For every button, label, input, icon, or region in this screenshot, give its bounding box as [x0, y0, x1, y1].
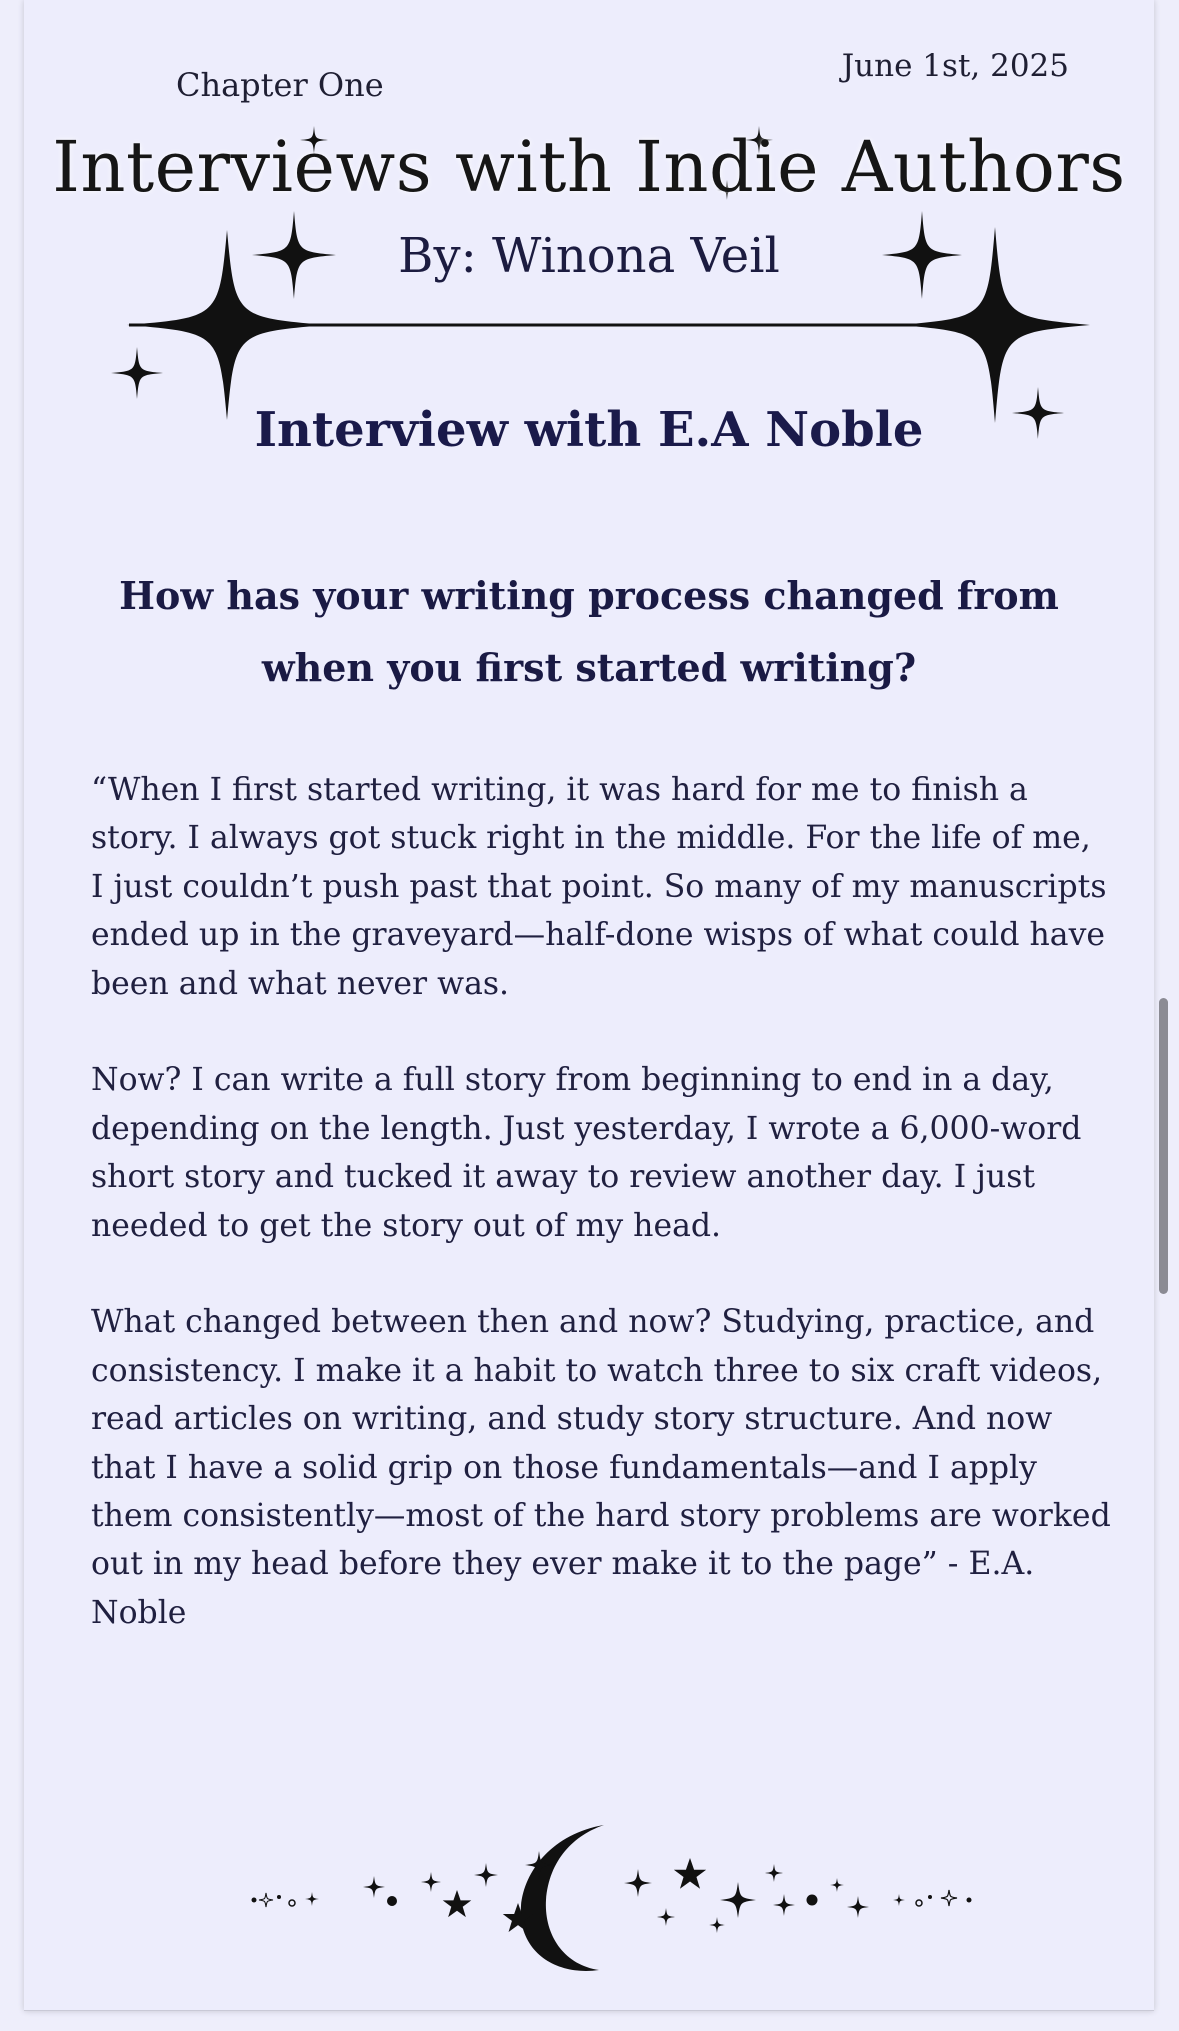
chapter-label: Chapter One [176, 66, 384, 104]
sparkle-icon [111, 347, 163, 399]
scrollbar-thumb[interactable] [1159, 998, 1168, 1294]
interview-answer [91, 766, 1111, 1686]
page-title: Interviews with Indie Authors [52, 126, 1126, 208]
moon-stars-ornament [244, 1815, 1004, 1975]
date-label: June 1st, 2025 [841, 48, 1069, 84]
interview-heading: Interview with E.A Noble [254, 402, 924, 458]
answer-paragraph: “When I first started writing, it was hard for me to finish a story. I always got stuck right in the middle. For the life of me, I just couldn’t push past that point. So many of my manuscripts ended up in the graveyard—half-done wisps of what could have been and what never was. [91, 772, 1107, 1002]
crescent-moon-icon [521, 1825, 604, 1971]
answer-paragraph: What changed between then and now? Studying, practice, and consistency. I make it a habit to watch three to six craft videos, read articles on writing, and study story structure. And now that I have a solid grip on those fundamentals—and I apply them consistently—most of the hard story problems are worked out in my head before they ever make it to the page” - E.A. Noble [91, 1304, 1111, 1631]
interview-question: How has your writing process changed from when you first started writing? [119, 573, 1059, 690]
author-byline: By: Winona Veil [398, 228, 780, 284]
document-page [24, 0, 1154, 2011]
answer-paragraph: Now? I can write a full story from beginning to end in a day, depending on the length. Just yesterday, I wrote a 6,000-word short story and tucked it away to review another day. I just needed to get the story out of my head. [91, 1062, 1082, 1244]
